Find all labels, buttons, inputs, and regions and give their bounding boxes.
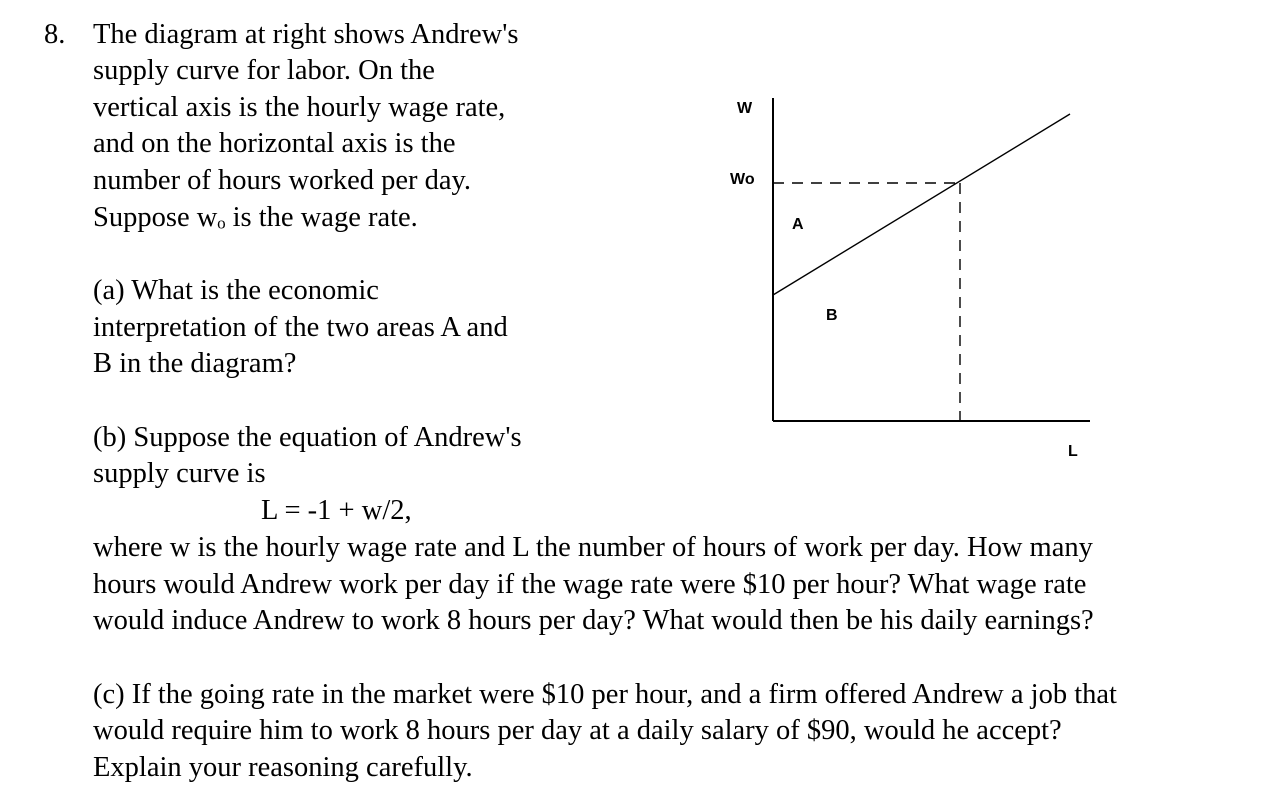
part-b-line: supply curve is — [93, 458, 266, 489]
area-b-label: B — [826, 307, 838, 324]
part-b-line: hours would Andrew work per day if the wage rate were $10 per hour? What wage rate — [93, 569, 1087, 600]
part-c-line: would require him to work 8 hours per day at a daily salary of $90, would he accept? — [93, 715, 1062, 746]
part-c-line: Explain your reasoning carefully. — [93, 752, 473, 783]
part-a-line: interpretation of the two areas A and — [93, 312, 508, 343]
part-c-line: (c) If the going rate in the market were $10 per hour, and a firm offered Andrew a job that — [93, 679, 1117, 710]
x-axis-label: L — [1068, 443, 1078, 460]
part-a-line: (a) What is the economic — [93, 275, 379, 306]
intro-line: Suppose wₒ is the wage rate. — [93, 202, 418, 233]
intro-line: number of hours worked per day. — [93, 165, 472, 196]
intro-line: supply curve for labor. On the — [93, 55, 435, 86]
part-b-line: (b) Suppose the equation of Andrew's — [93, 422, 522, 453]
part-a-line: B in the diagram? — [93, 348, 297, 379]
wage-label: Wo — [730, 171, 755, 188]
part-b-line: where w is the hourly wage rate and L the number of hours of work per day. How many — [93, 532, 1093, 563]
supply-curve — [773, 114, 1070, 295]
intro-line: and on the horizontal axis is the — [93, 128, 456, 159]
intro-line: vertical axis is the hourly wage rate, — [93, 92, 506, 123]
question-number: 8. — [44, 19, 66, 50]
y-axis-label: W — [737, 100, 753, 117]
equation: L = -1 + w/2, — [261, 495, 412, 526]
part-b-line: would induce Andrew to work 8 hours per day? What would then be his daily earnings? — [93, 605, 1094, 636]
area-a-label: A — [792, 216, 804, 233]
intro-line: The diagram at right shows Andrew's — [93, 19, 519, 50]
